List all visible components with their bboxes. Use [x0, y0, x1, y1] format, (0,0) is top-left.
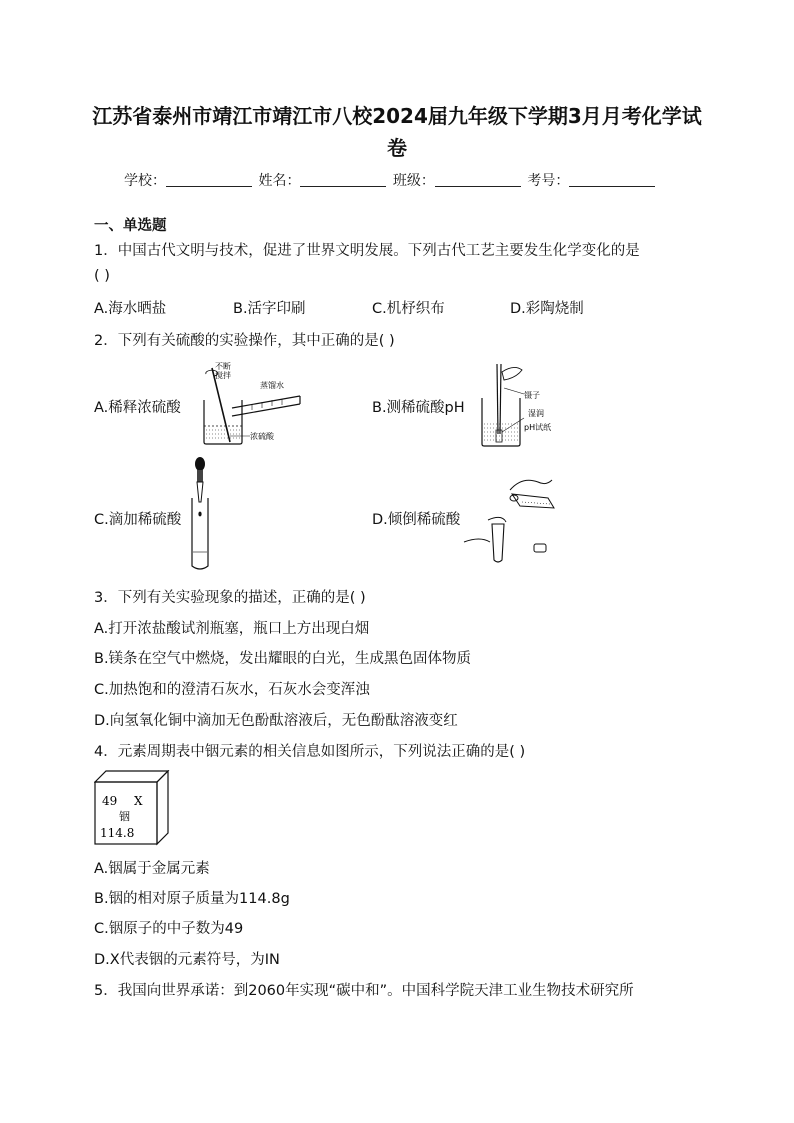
- q2-figure-c-dropper: [186, 456, 226, 572]
- element-name: 铟: [119, 810, 130, 823]
- q3-option-d: D.向氢氧化铜中滴加无色酚酞溶液后，无色酚酞溶液变红: [94, 713, 458, 729]
- q4-stem: 4．元素周期表中铟元素的相关信息如图所示，下列说法正确的是( ): [94, 744, 526, 760]
- school-blank[interactable]: [166, 172, 252, 187]
- figA-label-stir1: 不断: [215, 362, 231, 371]
- q3-option-b: B.镁条在空气中燃烧，发出耀眼的白光，生成黑色固体物质: [94, 651, 472, 667]
- figA-label-acid: 浓硫酸: [250, 432, 274, 441]
- q1-stem-line1: 1．中国古代文明与技术，促进了世界文明发展。下列古代工艺主要发生化学变化的是: [94, 243, 640, 259]
- figB-label-wet: 湿润: [528, 409, 544, 418]
- figA-label-stir2: 搅拌: [215, 371, 231, 380]
- q3-option-c: C.加热饱和的澄清石灰水，石灰水会变浑浊: [94, 682, 370, 698]
- q2-option-b: B.测稀硫酸pH: [372, 400, 465, 416]
- q4-option-a: A.铟属于金属元素: [94, 861, 210, 877]
- q1-option-a: A.海水晒盐: [94, 301, 167, 317]
- exam-title-line2: 卷: [387, 136, 407, 160]
- class-label: 班级：: [392, 173, 435, 189]
- q4-option-c: C.铟原子的中子数为49: [94, 921, 244, 937]
- q2-stem: 2．下列有关硫酸的实验操作，其中正确的是( ): [94, 333, 395, 349]
- q2-figure-d-pouring: [462, 468, 572, 564]
- element-atomic-mass: 114.8: [100, 826, 135, 840]
- class-blank[interactable]: [435, 172, 521, 187]
- element-symbol: X: [134, 794, 143, 808]
- q3-option-a: A.打开浓盐酸试剂瓶塞，瓶口上方出现白烟: [94, 621, 370, 637]
- q4-element-card: [94, 770, 170, 846]
- q2-figure-b-ph-test: [468, 358, 578, 450]
- q2-option-d: D.倾倒稀硫酸: [372, 512, 461, 528]
- figB-label-ph-paper: pH试纸: [524, 423, 552, 432]
- q5-stem: 5．我国向世界承诺：到2060年实现“碳中和”。中国科学院天津工业生物技术研究所: [94, 983, 634, 999]
- q1-option-d: D.彩陶烧制: [510, 301, 584, 317]
- exam-number-label: 考号：: [527, 173, 570, 189]
- q1-option-c: C.机杼织布: [372, 301, 445, 317]
- q4-option-b: B.铟的相对原子质量为114.8g: [94, 891, 290, 907]
- exam-title-line1: 江苏省泰州市靖江市靖江市八校2024届九年级下学期3月月考化学试: [92, 104, 702, 128]
- student-info-row: [124, 170, 684, 190]
- q2-option-a: A.稀释浓硫酸: [94, 400, 181, 416]
- q3-stem: 3．下列有关实验现象的描述，正确的是( ): [94, 590, 366, 606]
- figB-label-tweezers: 镊子: [524, 391, 540, 400]
- exam-number-blank[interactable]: [569, 172, 655, 187]
- q2-option-c: C.滴加稀硫酸: [94, 512, 182, 528]
- q4-option-d: D.X代表铟的元素符号，为IN: [94, 952, 280, 968]
- element-atomic-number: 49: [102, 794, 118, 808]
- q1-option-b: B.活字印刷: [233, 301, 306, 317]
- school-label: 学校：: [124, 173, 166, 189]
- name-label: 姓名：: [258, 173, 301, 189]
- figA-label-water: 蒸馏水: [260, 381, 284, 390]
- q2-figure-a-dilution: [192, 360, 312, 450]
- name-blank[interactable]: [300, 172, 386, 187]
- q1-stem-line2: ( ): [94, 268, 110, 284]
- section-title: 一、单选题: [94, 218, 167, 234]
